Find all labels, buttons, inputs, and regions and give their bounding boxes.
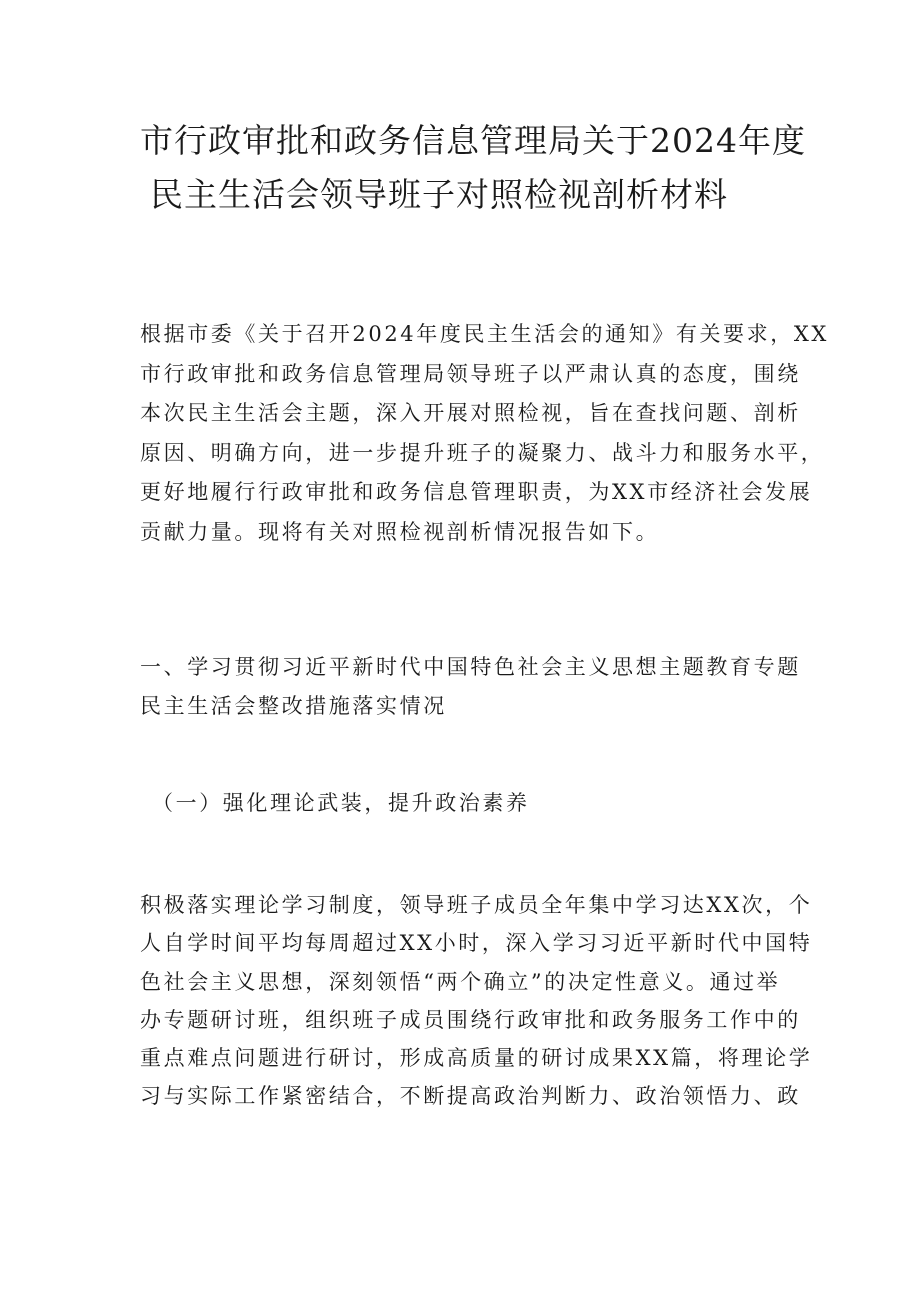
body-line: 重点难点问题进行研讨，形成高质量的研讨成果XX篇，将理论学: [140, 1046, 813, 1071]
body-line: 积极落实理论学习制度，领导班子成员全年集中学习达XX次，个: [140, 893, 813, 917]
intro-line: 市行政审批和政务信息管理局领导班子以严肃认真的态度，围绕: [140, 361, 801, 386]
body-line: 人自学时间平均每周超过XX小时，深入学习习近平新时代中国特: [140, 931, 813, 956]
subsection-heading: （一）强化理论武装，提升政治素养: [152, 791, 530, 815]
intro-line: 根据市委《关于召开2024年度民主生活会的通知》有关要求，XX: [140, 322, 829, 346]
body-line: 办专题研讨班，组织班子成员围绕行政审批和政务服务工作中的: [140, 1007, 801, 1032]
intro-line: 原因、明确方向，进一步提升班子的凝聚力、战斗力和服务水平，: [140, 440, 825, 465]
document-title-line-2: 民主生活会领导班子对照检视剖析材料: [150, 175, 728, 214]
section-heading-line: 一、学习贯彻习近平新时代中国特色社会主义思想主题教育专题: [140, 655, 801, 679]
body-line: 色社会主义思想，深刻领悟“两个确立”的决定性意义。通过举: [140, 969, 781, 994]
body-line: 习与实际工作紧密结合，不断提高政治判断力、政治领悟力、政: [140, 1084, 801, 1109]
section-heading: [140, 648, 800, 726]
intro-line: 贡献力量。现将有关对照检视剖析情况报告如下。: [140, 519, 660, 544]
section-heading-line: 民主生活会整改措施落实情况: [140, 694, 447, 718]
intro-paragraph: [140, 315, 829, 553]
body-paragraph: [140, 886, 813, 1116]
intro-line: 更好地履行行政审批和政务信息管理职责，为XX市经济社会发展: [140, 480, 813, 505]
document-title-line-1: 市行政审批和政务信息管理局关于2024年度: [140, 121, 806, 160]
intro-line: 本次民主生活会主题，深入开展对照检视，旨在查找问题、剖析: [140, 401, 801, 426]
